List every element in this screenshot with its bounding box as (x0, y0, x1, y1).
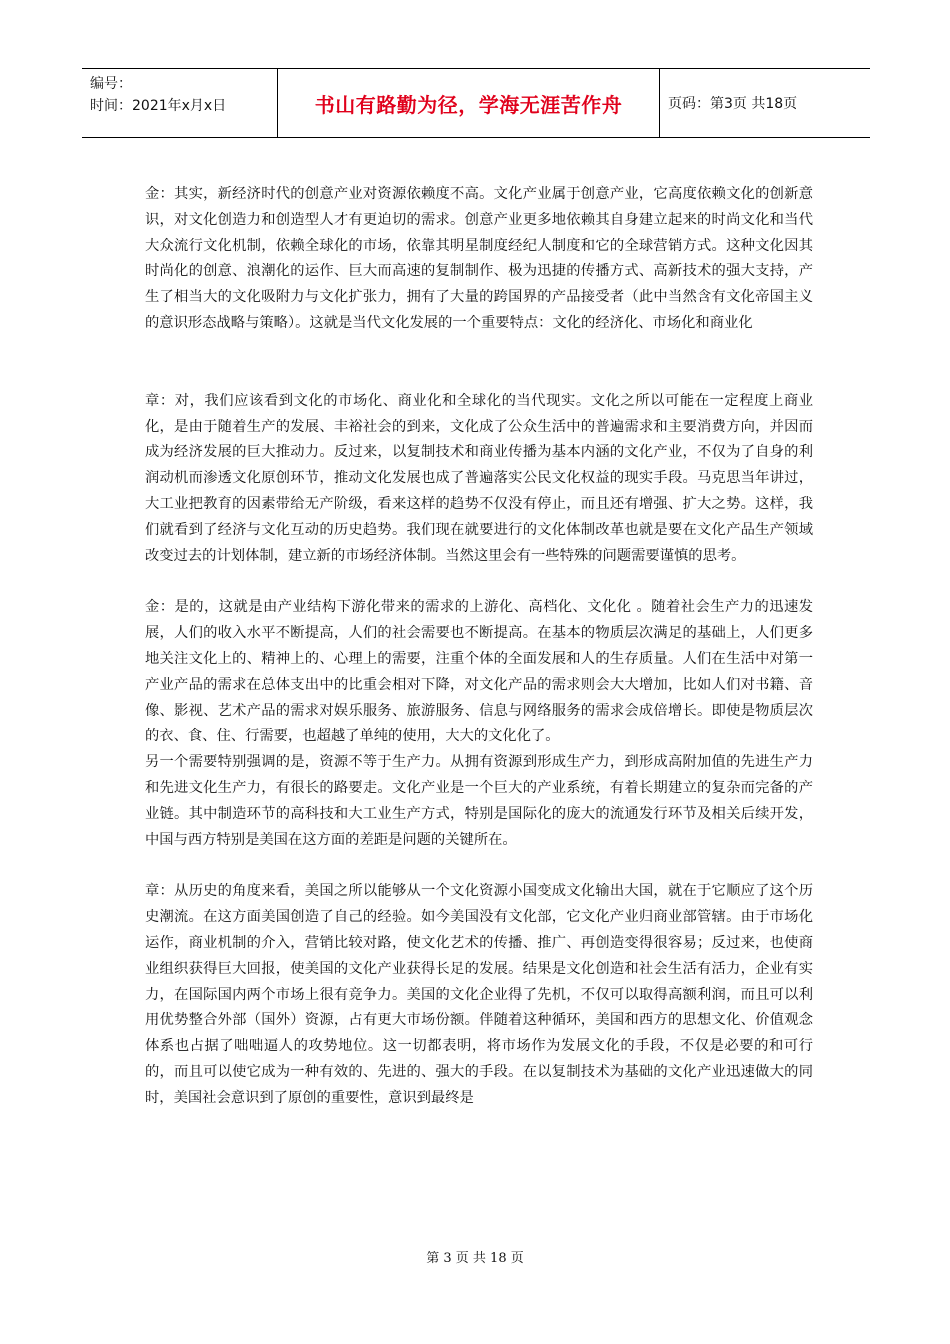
paragraph-1: 金：其实，新经济时代的创意产业对资源依赖度不高。文化产业属于创意产业，它高度依赖文化的创新意识，对文化创造力和创造型人才有更迫切的需求。创意产业更多地依赖其自身建立起来的时尚文化和当代大众流行文化机制，依赖全球化的市场，依靠其明星制度经纪人制度和它的全球营销方式。这种文化因其时尚化的创意、浪潮化的运作、巨大而高速的复制制作、极为迅捷的传播方式、高新技术的强大支持，产生了相当大的文化吸附力与文化扩张力，拥有了大量的跨国界的产品接受者（此中当然含有文化帝国主义的意识形态战略与策略）。这就是当代文化发展的一个重要特点：文化的经济化、市场化和商业化 (145, 186, 813, 331)
serial-label: 编号： (90, 76, 132, 92)
header-meta (82, 69, 278, 137)
time-label: 时间：2021年x月x日 (90, 98, 227, 114)
paragraph-4: 另一个需要特别强调的是，资源不等于生产力。从拥有资源到形成生产力，到形成高附加值的先进生产力和先进文化生产力，有很长的路要走。文化产业是一个巨大的产业系统，有着长期建立的复杂而完备的产业链。其中制造环节的高科技和大工业生产方式，特别是国际化的庞大的流通发行环节及相关后续开发，中国与西方特别是美国在这方面的差距是问题的关键所在。 (145, 754, 813, 848)
document-body (145, 182, 813, 1112)
header-motto: 书山有路勤为径，学海无涯苦作舟 (314, 92, 623, 117)
header-page-cell (660, 69, 870, 137)
paragraph-5: 章：从历史的角度来看，美国之所以能够从一个文化资源小国变成文化输出大国，就在于它顺应了这个历史潮流。在这方面美国创造了自己的经验。如今美国没有文化部，它文化产业归商业部管辖。由于市场化运作，商业机制的介入，营销比较对路，使文化艺术的传播、推广、再创造变得很容易；反过来，也使商业组织获得巨大回报，使美国的文化产业获得长足的发展。结果是文化创造和社会生活有活力，企业有实力，在国际国内两个市场上很有竞争力。美国的文化企业得了先机，不仅可以取得高额利润，而且可以利用优势整合外部（国外）资源，占有更大市场份额。伴随着这种循环，美国和西方的思想文化、价值观念体系也占据了咄咄逼人的攻势地位。这一切都表明，将市场作为发展文化的手段，不仅是必要的和可行的，而且可以使它成为一种有效的、先进的、强大的手段。在以复制技术为基础的文化产业迅速做大的同时，美国社会意识到了原创的重要性，意识到最终是 (145, 883, 813, 1106)
document-header (82, 68, 870, 138)
header-motto-cell (278, 69, 660, 137)
page-footer: 第 3 页 共 18 页 (426, 1251, 524, 1266)
paragraph-3: 金：是的，这就是由产业结构下游化带来的需求的上游化、高档化、文化化 。随着社会生产力的迅速发展，人们的收入水平不断提高，人们的社会需要也不断提高。在基本的物质层次满足的基础上，人们更多地关注文化上的、精神上的、心理上的需要，注重个体的全面发展和人的生存质量。人们在生活中对第一产业产品的需求在总体支出中的比重会相对下降，对文化产品的需求则会大大增加，比如人们对书籍、音像、影视、艺术产品的需求对娱乐服务、旅游服务、信息与网络服务的需求会成倍增长。即使是物质层次的衣、食、住、行需要，也超越了单纯的使用，大大的文化化了。 (145, 599, 813, 745)
paragraph-2: 章：对，我们应该看到文化的市场化、商业化和全球化的当代现实。文化之所以可能在一定程度上商业化，是由于随着生产的发展、丰裕社会的到来，文化成了公众生活中的普遍需求和主要消费方向，并因而成为经济发展的巨大推动力。反过来，以复制技术和商业传播为基本内涵的文化产业，不仅为了自身的利润动机而渗透文化原创环节，推动文化发展也成了普遍落实公民文化权益的现实手段。马克思当年讲过，大工业把教育的因素带给无产阶级，看来这样的趋势不仅没有停止，而且还有增强、扩大之势。这样，我们就看到了经济与文化互动的历史趋势。我们现在就要进行的文化体制改革也就是要在文化产品生产领域改变过去的计划体制，建立新的市场经济体制。当然这里会有一些特殊的问题需要谨慎的思考。 (145, 392, 813, 564)
page-info: 页码：第3页 共18页 (668, 96, 798, 112)
